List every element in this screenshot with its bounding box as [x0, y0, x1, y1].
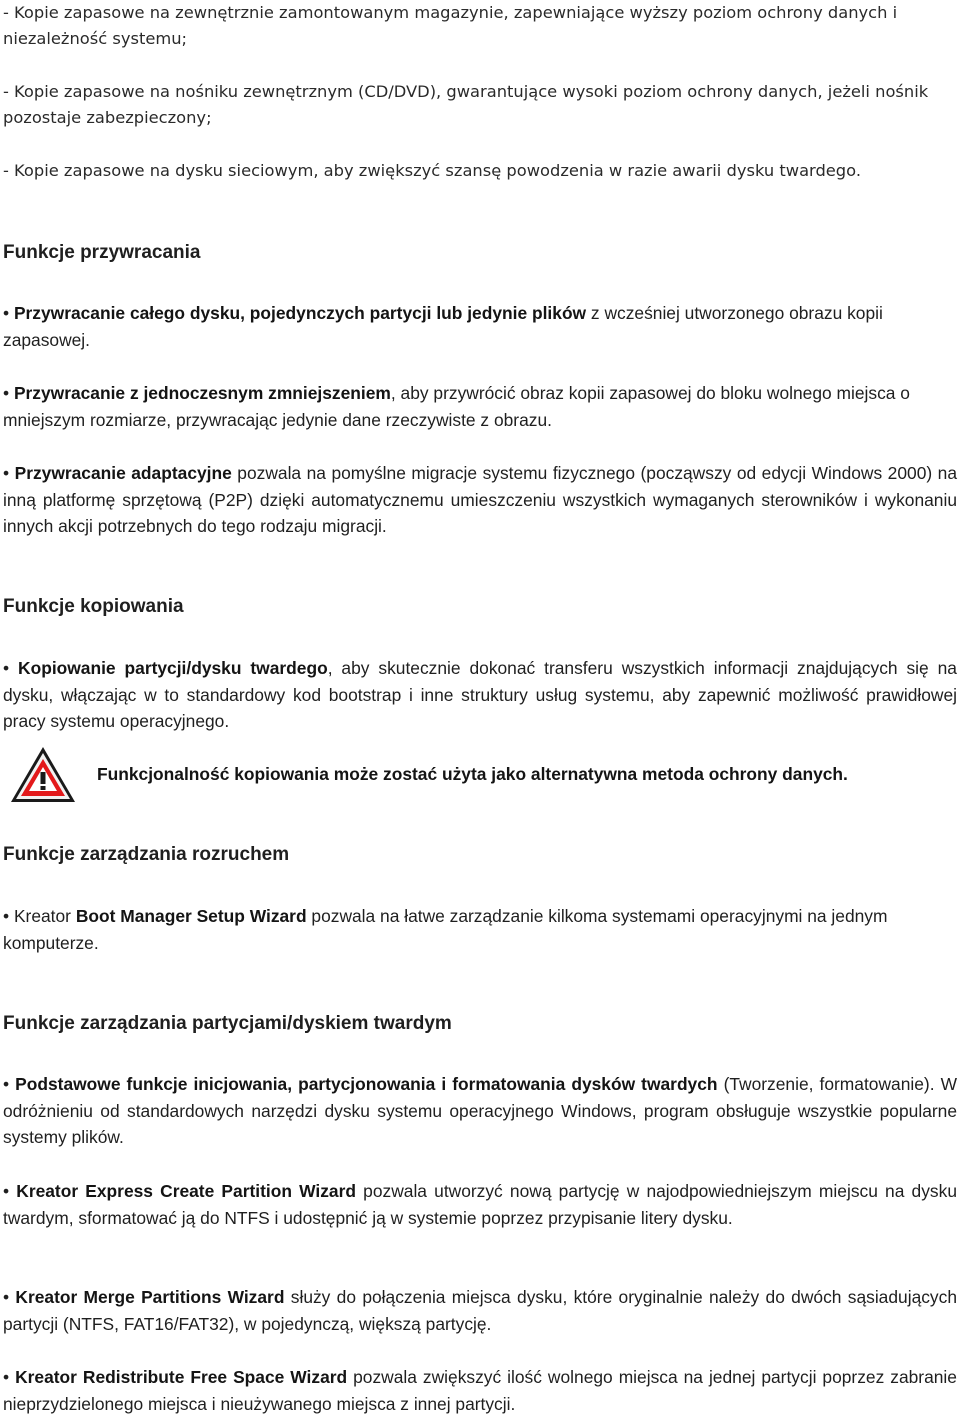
boot-item-manager-text: pozwala na łatwe zarządzanie kilkoma systemami operacyjnymi na jednym komputerze.: [3, 906, 888, 953]
partition-item-express-create-text: pozwala utworzyć nową partycję w najodpowiedniejszym miejscu na dysku twardym, sformatować ją do NTFS i udostępnić ją w systemie poprzez przypisanie litery dysku.: [3, 1181, 957, 1228]
boot-item-manager-bold: Boot Manager Setup Wizard: [75, 906, 307, 926]
partition-item-merge: [3, 1284, 957, 1337]
partition-item-basic-text: (Tworzenie, formatowanie). W odróżnieniu od standardowych narzędzi dysku systemu operacyjnego Windows, program obsługuje wszystkie popularne systemy plików.: [3, 1074, 957, 1148]
section-heading-copy: Funkcje kopiowania: [3, 596, 184, 617]
section-heading-boot: Funkcje zarządzania rozruchem: [3, 844, 290, 865]
partition-item-merge-text: służy do połączenia miejsca dysku, które oryginalnie należy do dwóch sąsiadujących partycji (NTFS, FAT16/FAT32), w pojedynczą, większą partycję.: [3, 1287, 957, 1334]
copy-item-partition-text: , aby skutecznie dokonać transferu wszystkich informacji znajdujących się na dysku, włączając w to standardowy kod bootstrap i inne struktury usług systemu, aby zapewnić możliwość prawidłowej pracy systemu operacyjnego.: [3, 658, 957, 732]
bullet: •: [3, 463, 10, 483]
partition-item-express-create: [3, 1178, 957, 1231]
section-heading-restore: Funkcje przywracania: [3, 242, 201, 263]
restore-item-adaptive-text: pozwala na pomyślne migracje systemu fizycznego (począwszy od edycji Windows 2000) na inną platformę sprzętową (P2P) dzięki automatycznemu umieszczeniu wszystkich wymaganych sterowników i wykonaniu innych akcji potrzebnych do tego rodzaju migracji.: [3, 463, 957, 537]
bullet: •: [3, 303, 10, 323]
partition-item-redistribute: [3, 1364, 957, 1417]
boot-item-manager-prefix: Kreator: [13, 906, 76, 926]
bullet: •: [3, 658, 10, 678]
partition-item-merge-bold: Kreator Merge Partitions Wizard: [15, 1287, 285, 1307]
restore-item-full-disk-bold: Przywracanie całego dysku, pojedynczych partycji lub jedynie plików: [13, 303, 587, 323]
restore-item-adaptive: [3, 460, 957, 540]
restore-item-shrink-bold: Przywracanie z jednoczesnym zmniejszeniem: [13, 383, 391, 403]
boot-item-manager: [3, 903, 957, 956]
section-heading-partition: Funkcje zarządzania partycjami/dyskiem twardym: [3, 1013, 452, 1034]
intro-line-network-disk: - Kopie zapasowe na dysku sieciowym, aby zwiększyć szansę powodzenia w razie awarii dysku twardego.: [3, 161, 861, 180]
copy-item-partition: [3, 655, 957, 735]
bullet: •: [3, 1181, 10, 1201]
bullet: •: [3, 1287, 10, 1307]
copy-warning-note: Funkcjonalność kopiowania może zostać użyta jako alternatywna metoda ochrony danych.: [97, 764, 848, 784]
intro-line-external-storage: - Kopie zapasowe na zewnętrznie zamontowanym magazynie, zapewniające wyższy poziom ochrony danych i niezależność systemu;: [3, 3, 898, 48]
partition-item-express-create-bold: Kreator Express Create Partition Wizard: [16, 1181, 356, 1201]
bullet: •: [3, 383, 10, 403]
intro-line-external-media: - Kopie zapasowe na nośniku zewnętrznym (CD/DVD), gwarantujące wysoki poziom ochrony danych, jeżeli nośnik pozostaje zabezpieczony;: [3, 82, 929, 127]
restore-item-full-disk: [3, 300, 957, 353]
partition-item-redistribute-text: pozwala zwiększyć ilość wolnego miejsca na jednej partycji poprzez zabranie nieprzydzielonego miejsca i nieużywanego miejsca z innej partycji.: [3, 1367, 957, 1414]
bullet: •: [3, 906, 10, 926]
partition-item-basic-bold: Podstawowe funkcje inicjowania, partycjonowania i formatowania dysków twardych: [15, 1074, 718, 1094]
partition-item-basic: [3, 1071, 957, 1151]
bullet: •: [3, 1367, 10, 1387]
partition-item-redistribute-bold: Kreator Redistribute Free Space Wizard: [15, 1367, 348, 1387]
restore-item-full-disk-text: z wcześniej utworzonego obrazu kopii zapasowej.: [3, 303, 883, 350]
warning-icon: [8, 745, 78, 805]
restore-item-adaptive-bold: Przywracanie adaptacyjne: [14, 463, 232, 483]
restore-item-shrink: [3, 380, 957, 433]
restore-item-shrink-text: , aby przywrócić obraz kopii zapasowej do bloku wolnego miejsca o mniejszym rozmiarze, przywracając jedynie dane rzeczywiste z obrazu.: [3, 383, 910, 430]
bullet: •: [3, 1074, 10, 1094]
copy-item-partition-bold: Kopiowanie partycji/dysku twardego: [18, 658, 328, 678]
